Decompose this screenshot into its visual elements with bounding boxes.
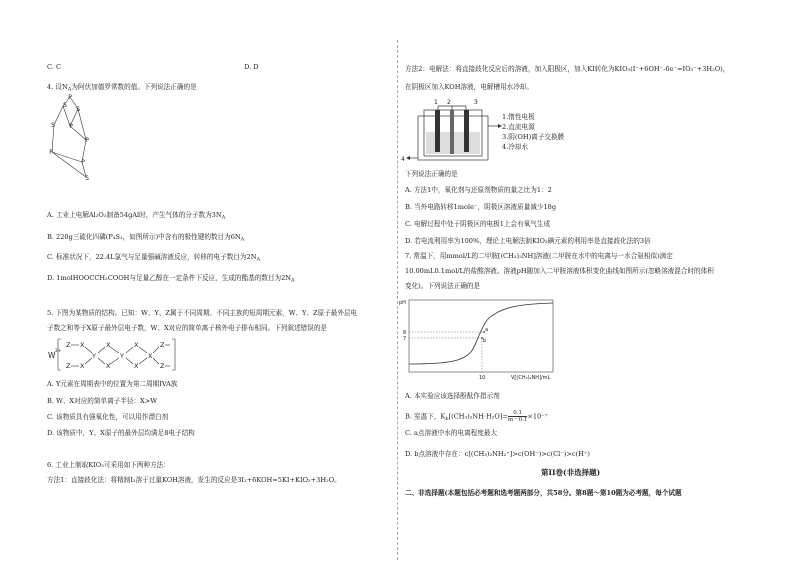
x-axis-label: V[(CH₃)₂NH]/mL — [511, 375, 551, 381]
method2-line2: 在阴极区加入KOH溶液，电解槽用水冷却。 — [405, 83, 533, 91]
q7-option-d: D. b点溶液中存在：c[(CH₃)₂NH₂⁺]>c(OH⁻)>c(Cl⁻)>c(H⁺) — [405, 450, 590, 458]
atom-label: S — [76, 106, 80, 113]
q7-option-b: B. 室温下，$K_b[(CH_3)_2NH\cdot H_2O]=$ $\frac{0.1}{m-0.1}$ ×10⁻⁷ — [405, 410, 548, 424]
q7-option-a: A. 本实验应该选择酚酞作指示剂 — [405, 392, 500, 400]
q7-option-c: C. a点溶液中水的电离程度最大 — [405, 429, 498, 437]
label-number: 1 — [434, 99, 438, 106]
q4-stem: 4. 设$N_A$为阿伏加德罗常数的值。下列说法正确的是 — [47, 83, 197, 93]
q4-option-a: A. 工业上电解Al₂O₃制备54gAl时，产生气体的分子数为$3N_A$ — [47, 211, 226, 221]
method2-line1: 方法2：电解法：将直接歧化反应后的溶液，加入阳极区，加入KI转化为KIO₃(I⁻+6OH⁻-6e⁻=IO₃⁻+3H₂O)， — [405, 65, 730, 73]
svg-text:Z: Z — [66, 362, 71, 370]
chart-frame — [409, 300, 553, 372]
cation-charge: 2+ — [55, 349, 62, 354]
q4-option-c: C. 标准状况下，22.4L氯气与足量强碱溶液反应，转移的电子数目为$2N_A$ — [47, 253, 261, 263]
svg-text:X: X — [80, 362, 85, 370]
point-b-label: b — [483, 338, 487, 344]
atom-label: P — [49, 149, 53, 156]
anode — [435, 110, 440, 152]
atom-label: S — [63, 102, 67, 109]
q4-option-d: D. 1molHOOCCH₂COOH与足量乙醇在一定条件下反应，生成的酯基的数目为$2N_A$ — [47, 274, 295, 284]
q6-stem: 6. 工业上制取KIO₃可采用如下两种方法： — [47, 461, 170, 469]
svg-text:Y: Y — [92, 352, 96, 360]
q5-option-c: C. 该物质具有强氧化性，可以用作漂白剂 — [47, 413, 169, 421]
svg-text:X: X — [106, 362, 111, 370]
atom-label: P — [69, 123, 73, 130]
atom-label: P — [85, 137, 89, 144]
svg-text:Z: Z — [160, 341, 165, 349]
electrolysis-cell-diagram — [400, 96, 560, 168]
label-number: 4 — [401, 156, 405, 163]
q7-stem-line1: 7. 常温下，用mmol/L的二甲胺[(CH₃)₂NH]溶液(二甲胺在水中的电离与一水合氨相似)滴定 — [405, 252, 673, 260]
svg-text:Z: Z — [66, 341, 71, 349]
atom-label: S — [85, 175, 89, 182]
q7-stem-line3: 变化)。下列说法正确的是 — [405, 282, 481, 290]
option-c-prev: C. C — [47, 63, 62, 71]
option-d-prev: D. D — [244, 63, 259, 71]
q6-ask: 下列说法正确的是 — [405, 170, 458, 178]
point-a-label: a — [485, 327, 489, 333]
cell-legend-2: 2.直流电源 — [502, 123, 535, 131]
q5-option-b: B. W、X对应的简单离子半径：X>W — [47, 397, 158, 405]
membrane — [450, 110, 454, 154]
y-tick-7: 7 — [403, 336, 407, 342]
cell-legend-4: 4.冷却水 — [502, 143, 529, 151]
atom-label: S — [51, 122, 55, 129]
x-tick-10: 10 — [479, 375, 486, 381]
section-title: 第II卷(非选择题) — [541, 468, 601, 477]
y-tick-8: 8 — [403, 330, 407, 336]
q4-option-b: B. 220g三硫化四磷(P₄S₃，如图所示)中含有的极性键的数目为$6N_A$ — [47, 233, 245, 243]
cell-legend-1: 1.惰性电极 — [502, 113, 535, 121]
svg-text:X: X — [134, 341, 139, 349]
svg-text:X: X — [148, 352, 153, 360]
svg-text:X: X — [106, 341, 111, 349]
q5-stem-line2: 子数之和等于X原子最外层电子数，W、X对应的简单离子核外电子排布相同。下列叙述错误的是 — [47, 324, 327, 332]
cathode — [464, 110, 469, 152]
atom-label: P — [68, 94, 72, 101]
q5-structure-diagram — [44, 337, 194, 372]
q7-stem-line2: 10.00mL0.1mol/L的盐酸溶液。溶液pH随加入二甲胺溶液体积变化曲线如图所示(忽略溶液混合时的体积 — [405, 267, 714, 275]
q5-option-a: A. Y元素在周期表中的位置为第二周期IVA族 — [47, 380, 178, 388]
q6-method1: 方法1：直接歧化法：将精制I₂溶于过量KOH溶液，发生的反应是3I₂+6KOH=5KI+KIO₃+3H₂O。 — [47, 476, 341, 484]
q5-stem-line1: 5. 下图为某物质的结构。已知：W、Y、Z属于不同周期、不同主族的短周期元素，W、Y、Z原子最外层电 — [47, 309, 358, 317]
section-note: 二、非选择题(本题包括必考题和选考题两部分，共58分。第8题～第10题为必考题，每个试题 — [405, 489, 682, 497]
y-axis-label: pH — [399, 300, 406, 306]
svg-text:X: X — [134, 362, 139, 370]
label-number: 3 — [474, 99, 478, 106]
svg-text:X: X — [80, 341, 85, 349]
titration-curve-chart — [393, 294, 563, 384]
cation-label: W — [48, 351, 56, 360]
q6-option-c: C. 电解过程中处于阴极区的电极1上会有氧气生成 — [405, 220, 551, 228]
q6-option-d: D. 若电流利用率为100%，理论上电解法制KIO₃碘元素的利用率是直接歧化法的3倍 — [405, 237, 651, 245]
label-number: 2 — [447, 99, 451, 106]
q6-option-a: A. 方法1中，氧化剂与还原剂物质的量之比为1：2 — [405, 186, 552, 194]
q6-option-b: B. 当外电路转移1mole⁻，阴极区溶液质量减少18g — [405, 203, 557, 211]
titration-curve — [409, 303, 553, 364]
cell-legend-3: 3.阴(OH)离子交换膜 — [502, 133, 565, 141]
svg-text:Z: Z — [160, 362, 165, 370]
atom-label: P — [81, 159, 85, 166]
q5-option-d: D. 该物质中，Y、X原子的最外层均满足8电子结构 — [47, 429, 195, 437]
p4s3-structure-diagram — [40, 92, 100, 187]
svg-text:Y: Y — [120, 352, 124, 360]
